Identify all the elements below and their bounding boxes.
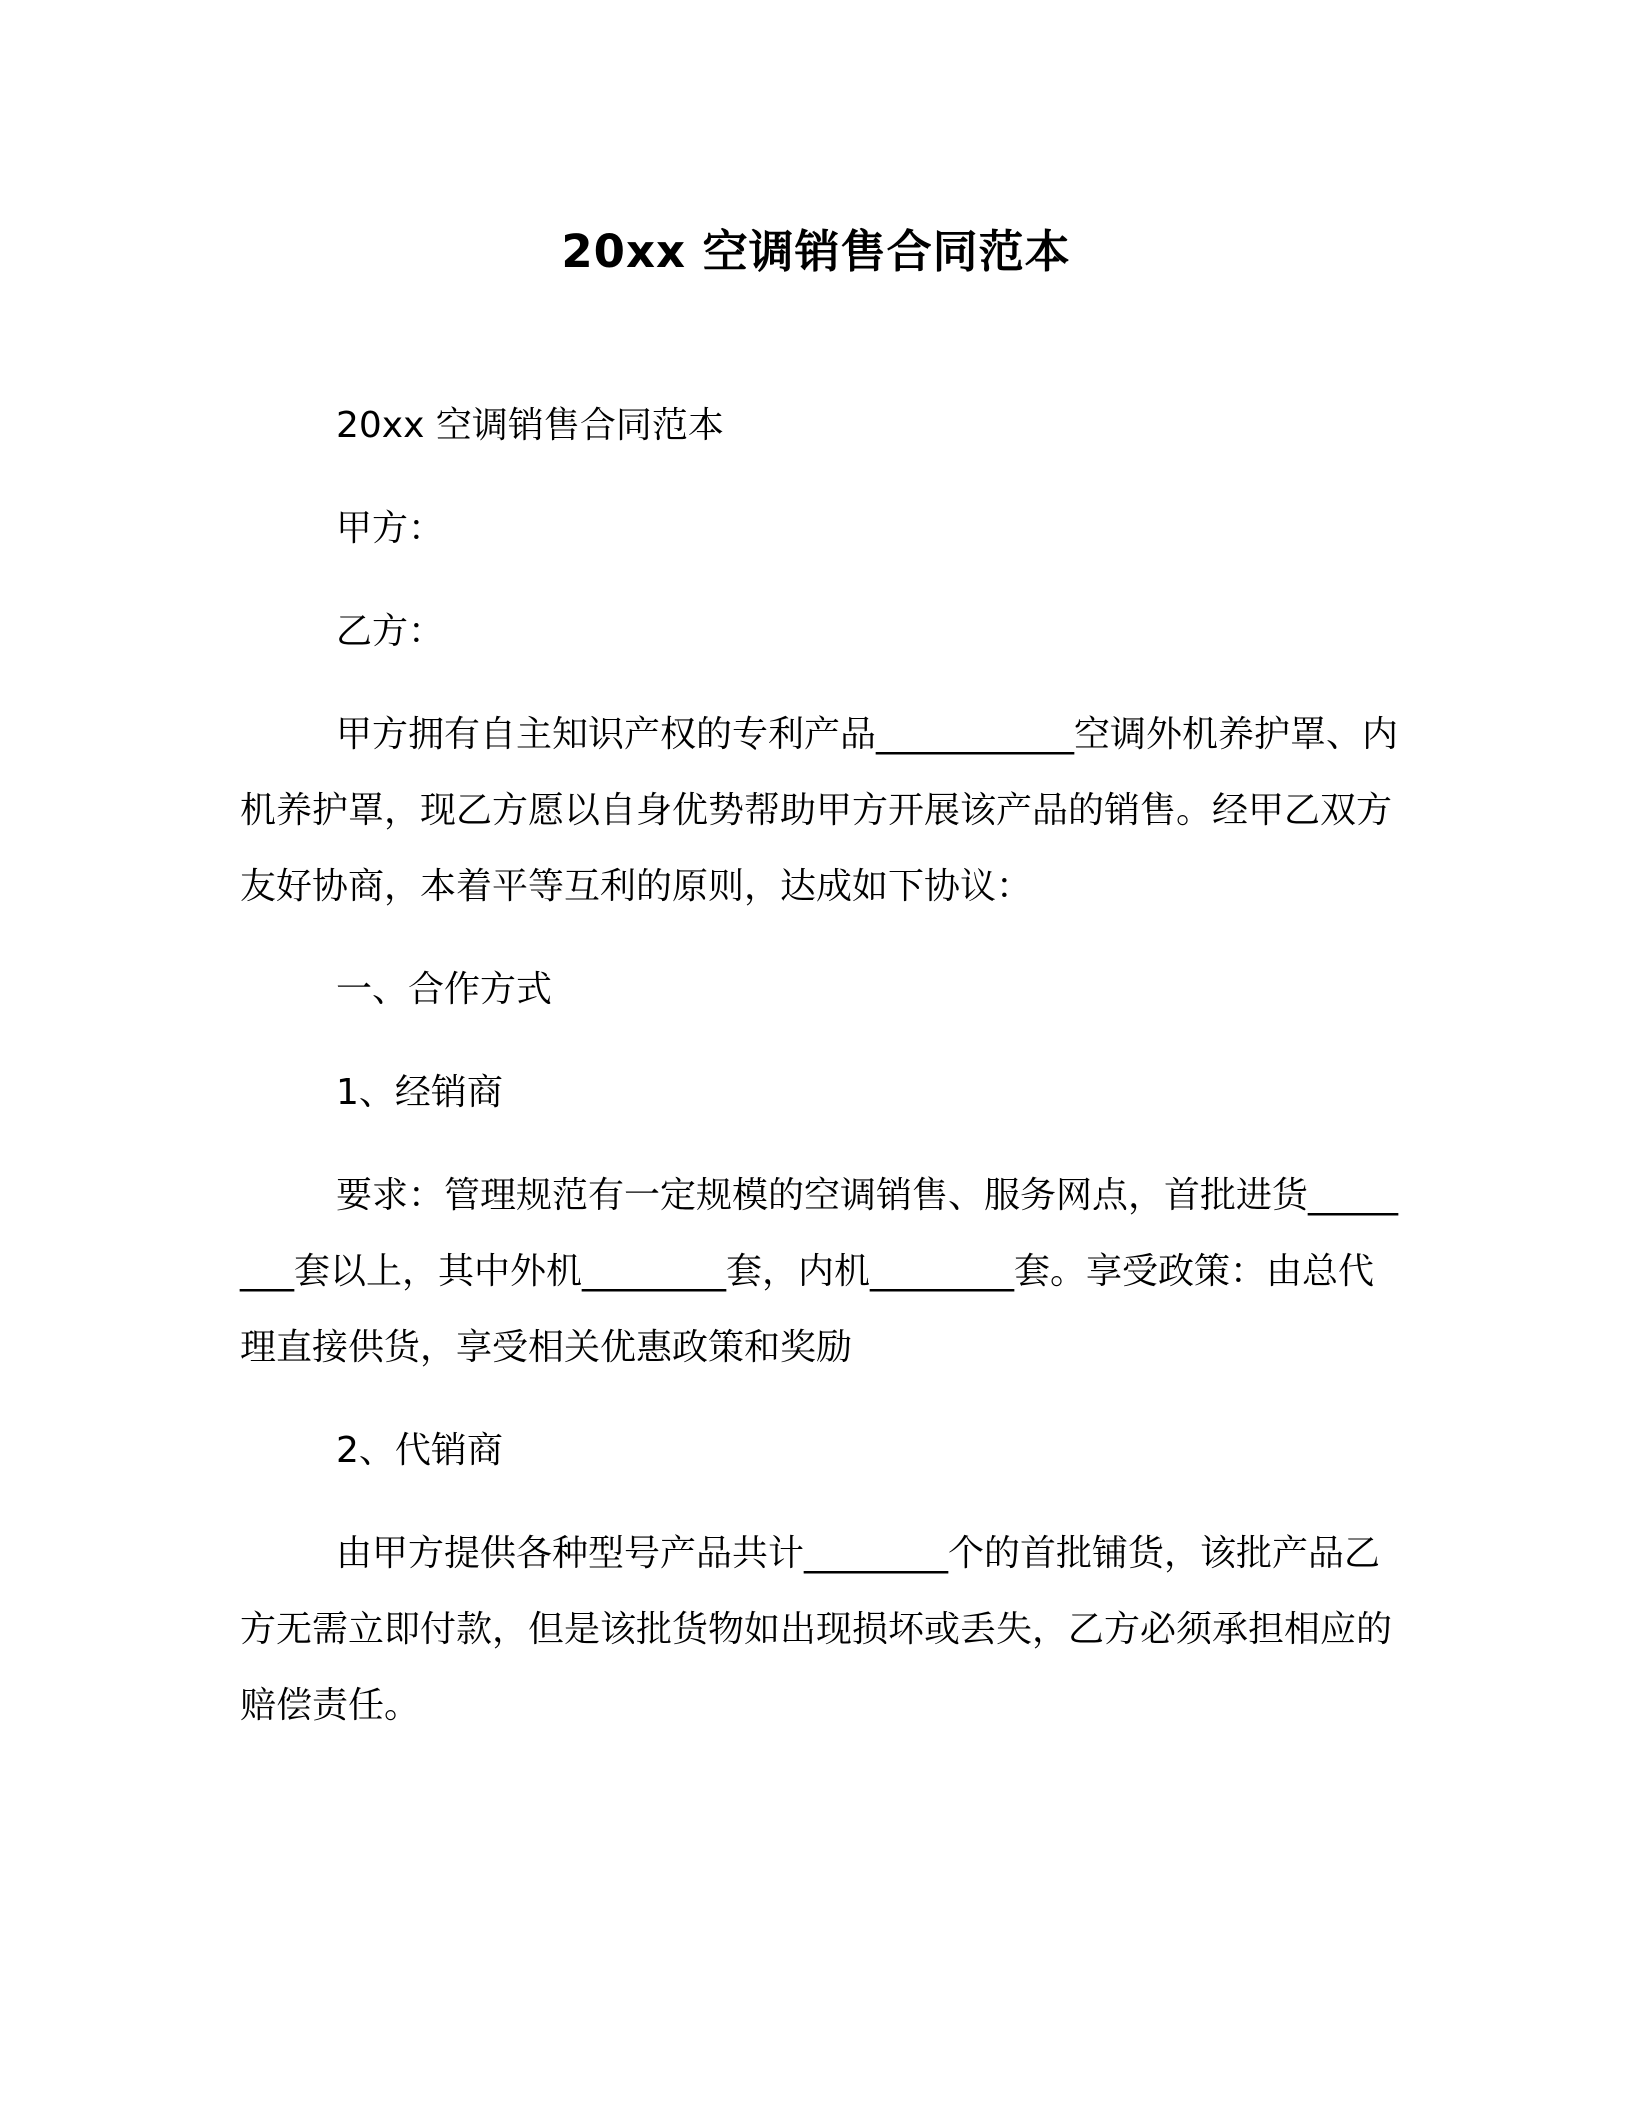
paragraph-subtitle: 20xx 空调销售合同范本 [336,405,724,446]
subsection-agent: 2、代销商 [336,1430,503,1471]
paragraph-party-a: 甲方： [336,508,445,549]
paragraph-party-b: 乙方： [336,611,445,652]
subsection-distributor: 1、经销商 [336,1072,503,1113]
section-heading-cooperation: 一、合作方式 [336,969,553,1010]
paragraph-distributor-requirements: 要求：管理规范有一定规模的空调销售、服务网点，首批进货________套以上，其中外机________套，内机________套。享受政策：由总代理直接供货，享受相关优惠政策和奖励 [240,1175,1399,1368]
paragraph-agent-terms: 由甲方提供各种型号产品共计________个的首批铺货，该批产品乙方无需立即付款，但是该批货物如出现损坏或丢失，乙方必须承担相应的赔偿责任。 [240,1533,1393,1726]
paragraph-intro: 甲方拥有自主知识产权的专利产品___________空调外机养护罩、内机养护罩，现乙方愿以自身优势帮助甲方开展该产品的销售。经甲乙双方友好协商，本着平等互利的原则，达成如下协议： [240,714,1399,907]
document-body [240,388,1400,1771]
document-title: 20xx 空调销售合同范本 [561,225,1071,278]
